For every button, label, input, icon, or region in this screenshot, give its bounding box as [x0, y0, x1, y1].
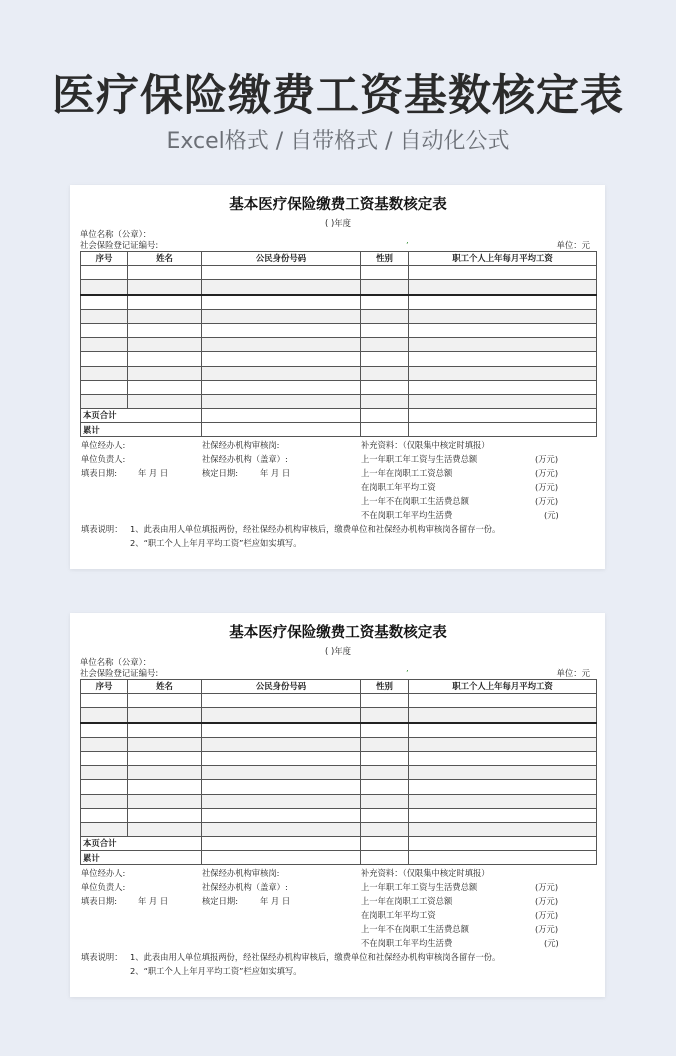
table-cell[interactable] — [409, 366, 597, 380]
cumulative-row — [81, 423, 597, 437]
table-cell[interactable] — [202, 723, 361, 738]
supp-label: 补充资料：（仅限集中核定时填报） — [361, 868, 490, 879]
fill-date-label: 填表日期: — [81, 896, 117, 907]
table-cell[interactable] — [409, 851, 597, 865]
table-cell[interactable] — [202, 309, 361, 323]
table-cell[interactable] — [81, 751, 128, 765]
table-cell[interactable] — [409, 309, 597, 323]
table-cell[interactable] — [361, 851, 409, 865]
table-row — [81, 352, 597, 366]
table-cell[interactable] — [81, 794, 128, 808]
form-title: 基本医疗保险缴费工资基数核定表 — [229, 197, 447, 213]
item3-label: 在岗职工年平均工资 — [361, 482, 436, 493]
table-cell[interactable] — [202, 808, 361, 822]
table-cell[interactable] — [128, 723, 202, 738]
item4-unit: (万元) — [535, 496, 559, 507]
table-cell[interactable] — [202, 266, 361, 280]
table-cell[interactable] — [361, 394, 409, 408]
table-cell[interactable] — [81, 394, 128, 408]
item5-label: 不在岗职工年平均生活费 — [361, 938, 453, 949]
table-header-row — [81, 252, 597, 266]
table-row — [81, 723, 597, 738]
item5-unit: (元) — [544, 510, 559, 521]
table-cell[interactable] — [409, 708, 597, 723]
table-cell[interactable] — [409, 295, 597, 310]
table-cell[interactable] — [128, 295, 202, 310]
table-cell[interactable] — [202, 323, 361, 337]
page-total-label: 本页合计 — [81, 409, 202, 423]
table-cell[interactable] — [81, 708, 128, 723]
fill-date-ymd: 年 月 日 — [138, 468, 169, 479]
col-header-id: 公民身份号码 — [202, 252, 361, 266]
operator-label: 单位经办人: — [81, 440, 126, 451]
table-cell[interactable] — [202, 394, 361, 408]
table-row — [81, 737, 597, 751]
reg-no-row — [80, 668, 596, 679]
table-cell[interactable] — [409, 280, 597, 295]
note-1: 1、此表由用人单位填报两份，经社保经办机构审核后，缴费单位和社保经办机构审核岗各留存一份。 — [130, 952, 501, 963]
form-footer — [80, 865, 596, 983]
table-cell[interactable] — [202, 280, 361, 295]
table-cell[interactable] — [361, 780, 409, 794]
unit-name-row — [80, 229, 596, 240]
table-cell[interactable] — [409, 423, 597, 437]
table-cell[interactable] — [81, 338, 128, 352]
table-cell[interactable] — [81, 295, 128, 310]
form-content — [80, 194, 596, 555]
approve-date-label: 核定日期: — [202, 468, 238, 479]
review-label: 社保经办机构审核岗: — [202, 440, 280, 451]
table-row — [81, 280, 597, 295]
note-2: 2、“职工个人上年月平均工资”栏应如实填写。 — [130, 966, 302, 977]
table-cell[interactable] — [81, 766, 128, 780]
table-cell[interactable] — [128, 822, 202, 836]
reg-no-row — [80, 240, 596, 251]
table-cell[interactable] — [409, 837, 597, 851]
note-2: 2、“职工个人上年月平均工资”栏应如实填写。 — [130, 538, 302, 549]
table-cell[interactable] — [81, 366, 128, 380]
table-cell[interactable] — [202, 380, 361, 394]
table-cell[interactable] — [409, 808, 597, 822]
table-cell[interactable] — [128, 380, 202, 394]
unit-label: 单位：元 — [556, 668, 590, 678]
table-cell[interactable] — [409, 323, 597, 337]
unit-name-row — [80, 657, 596, 668]
table-cell[interactable] — [361, 751, 409, 765]
table-cell[interactable] — [361, 380, 409, 394]
table-cell[interactable] — [128, 737, 202, 751]
form-sheet-1 — [70, 185, 605, 569]
item3-label: 在岗职工年平均工资 — [361, 910, 436, 921]
table-row — [81, 338, 597, 352]
table-cell[interactable] — [409, 352, 597, 366]
cell-marker-icon: ’ — [406, 669, 409, 678]
table-header-row — [81, 680, 597, 694]
col-header-salary: 职工个人上年每月平均工资 — [409, 680, 597, 694]
table-cell[interactable] — [361, 280, 409, 295]
col-header-name: 姓名 — [128, 252, 202, 266]
stamp-label: 社保经办机构（盖章）: — [202, 882, 288, 893]
table-cell[interactable] — [409, 822, 597, 836]
table-cell[interactable] — [81, 723, 128, 738]
approve-date-ymd: 年 月 日 — [260, 468, 291, 479]
table-row — [81, 694, 597, 708]
col-header-gender: 性别 — [361, 680, 409, 694]
page-total-row — [81, 409, 597, 423]
col-header-name: 姓名 — [128, 680, 202, 694]
table-cell[interactable] — [409, 338, 597, 352]
responsible-label: 单位负责人: — [81, 454, 126, 465]
table-row — [81, 295, 597, 310]
fill-date-ymd: 年 月 日 — [138, 896, 169, 907]
table-cell[interactable] — [81, 737, 128, 751]
cumulative-label: 累计 — [81, 423, 202, 437]
table-row — [81, 394, 597, 408]
table-cell[interactable] — [81, 780, 128, 794]
table-cell[interactable] — [202, 766, 361, 780]
item5-label: 不在岗职工年平均生活费 — [361, 510, 453, 521]
table-cell[interactable] — [81, 352, 128, 366]
table-cell[interactable] — [361, 266, 409, 280]
note-label: 填表说明： — [81, 524, 123, 535]
table-cell[interactable] — [202, 751, 361, 765]
table-cell[interactable] — [128, 808, 202, 822]
table-cell[interactable] — [361, 409, 409, 423]
table-cell[interactable] — [409, 737, 597, 751]
fill-date-label: 填表日期: — [81, 468, 117, 479]
table-cell[interactable] — [128, 394, 202, 408]
table-cell[interactable] — [361, 808, 409, 822]
table-cell[interactable] — [202, 409, 361, 423]
page-title: 医疗保险缴费工资基数核定表 — [52, 71, 624, 121]
item2-label: 上一年在岗职工工资总额 — [361, 896, 453, 907]
cumulative-row — [81, 851, 597, 865]
table-cell[interactable] — [361, 737, 409, 751]
year-line: ( )年度 — [325, 218, 351, 228]
table-cell[interactable] — [361, 352, 409, 366]
salary-table — [80, 251, 597, 437]
table-cell[interactable] — [128, 338, 202, 352]
table-row — [81, 794, 597, 808]
unit-name-label: 单位名称（公章）： — [80, 657, 152, 667]
item1-label: 上一年职工年工资与生活费总额 — [361, 882, 478, 893]
table-cell[interactable] — [361, 338, 409, 352]
table-cell[interactable] — [128, 694, 202, 708]
table-cell[interactable] — [128, 751, 202, 765]
table-cell[interactable] — [81, 380, 128, 394]
cumulative-label: 累计 — [81, 851, 202, 865]
table-cell[interactable] — [409, 380, 597, 394]
table-cell[interactable] — [128, 266, 202, 280]
table-cell[interactable] — [81, 822, 128, 836]
item3-unit: (万元) — [535, 910, 559, 921]
table-cell[interactable] — [202, 822, 361, 836]
table-row — [81, 708, 597, 723]
supp-label: 补充资料：（仅限集中核定时填报） — [361, 440, 490, 451]
table-cell[interactable] — [409, 394, 597, 408]
item3-unit: (万元) — [535, 482, 559, 493]
table-row — [81, 380, 597, 394]
table-cell[interactable] — [202, 794, 361, 808]
unit-name-label: 单位名称（公章）： — [80, 229, 152, 239]
table-cell[interactable] — [202, 780, 361, 794]
table-cell[interactable] — [409, 723, 597, 738]
item1-unit: (万元) — [535, 882, 559, 893]
table-cell[interactable] — [81, 266, 128, 280]
table-cell[interactable] — [202, 338, 361, 352]
table-cell[interactable] — [409, 694, 597, 708]
table-cell[interactable] — [128, 366, 202, 380]
col-header-id: 公民身份号码 — [202, 680, 361, 694]
table-cell[interactable] — [409, 794, 597, 808]
table-cell[interactable] — [409, 766, 597, 780]
form-sheet-2 — [70, 613, 605, 997]
table-row — [81, 751, 597, 765]
table-row — [81, 266, 597, 280]
item1-label: 上一年职工年工资与生活费总额 — [361, 454, 478, 465]
table-row — [81, 808, 597, 822]
table-cell[interactable] — [361, 723, 409, 738]
table-row — [81, 780, 597, 794]
table-cell[interactable] — [128, 766, 202, 780]
table-cell[interactable] — [81, 808, 128, 822]
table-cell[interactable] — [202, 295, 361, 310]
table-cell[interactable] — [128, 309, 202, 323]
year-line: ( )年度 — [325, 646, 351, 656]
table-row — [81, 766, 597, 780]
col-header-no: 序号 — [81, 252, 128, 266]
item4-label: 上一年不在岗职工生活费总额 — [361, 924, 469, 935]
col-header-no: 序号 — [81, 680, 128, 694]
table-cell[interactable] — [202, 737, 361, 751]
table-cell[interactable] — [202, 694, 361, 708]
table-cell[interactable] — [361, 423, 409, 437]
item1-unit: (万元) — [535, 454, 559, 465]
col-header-salary: 职工个人上年每月平均工资 — [409, 252, 597, 266]
item2-unit: (万元) — [535, 468, 559, 479]
table-cell[interactable] — [361, 295, 409, 310]
table-cell[interactable] — [361, 708, 409, 723]
note-label: 填表说明： — [81, 952, 123, 963]
table-cell[interactable] — [128, 323, 202, 337]
table-cell[interactable] — [128, 794, 202, 808]
form-footer — [80, 437, 596, 555]
table-row — [81, 323, 597, 337]
table-row — [81, 309, 597, 323]
review-label: 社保经办机构审核岗: — [202, 868, 280, 879]
table-cell[interactable] — [202, 851, 361, 865]
table-cell[interactable] — [81, 309, 128, 323]
salary-table — [80, 679, 597, 865]
approve-date-label: 核定日期: — [202, 896, 238, 907]
note-1: 1、此表由用人单位填报两份，经社保经办机构审核后，缴费单位和社保经办机构审核岗各留存一份。 — [130, 524, 501, 535]
page-subtitle: Excel格式 / 自带格式 / 自动化公式 — [166, 129, 510, 154]
unit-label: 单位：元 — [556, 240, 590, 250]
table-cell[interactable] — [361, 837, 409, 851]
form-content — [80, 622, 596, 983]
table-cell[interactable] — [361, 323, 409, 337]
form-title: 基本医疗保险缴费工资基数核定表 — [229, 625, 447, 641]
table-cell[interactable] — [361, 366, 409, 380]
table-cell[interactable] — [409, 751, 597, 765]
table-cell[interactable] — [81, 323, 128, 337]
table-cell[interactable] — [409, 409, 597, 423]
item4-label: 上一年不在岗职工生活费总额 — [361, 496, 469, 507]
table-cell[interactable] — [81, 280, 128, 295]
table-cell[interactable] — [202, 423, 361, 437]
table-cell[interactable] — [361, 694, 409, 708]
reg-no-label: 社会保险登记证编号: — [80, 668, 159, 678]
page-total-row — [81, 837, 597, 851]
table-cell[interactable] — [81, 694, 128, 708]
table-cell[interactable] — [361, 822, 409, 836]
page-total-label: 本页合计 — [81, 837, 202, 851]
table-cell[interactable] — [128, 780, 202, 794]
table-row — [81, 366, 597, 380]
item5-unit: (元) — [544, 938, 559, 949]
table-cell[interactable] — [202, 708, 361, 723]
table-cell[interactable] — [128, 708, 202, 723]
col-header-gender: 性别 — [361, 252, 409, 266]
item2-unit: (万元) — [535, 896, 559, 907]
table-cell[interactable] — [409, 780, 597, 794]
stamp-label: 社保经办机构（盖章）: — [202, 454, 288, 465]
table-row — [81, 822, 597, 836]
table-cell[interactable] — [361, 766, 409, 780]
table-cell[interactable] — [202, 837, 361, 851]
responsible-label: 单位负责人: — [81, 882, 126, 893]
item2-label: 上一年在岗职工工资总额 — [361, 468, 453, 479]
cell-marker-icon: ’ — [406, 241, 409, 250]
item4-unit: (万元) — [535, 924, 559, 935]
table-cell[interactable] — [202, 352, 361, 366]
table-cell[interactable] — [202, 366, 361, 380]
table-cell[interactable] — [361, 309, 409, 323]
reg-no-label: 社会保险登记证编号: — [80, 240, 159, 250]
approve-date-ymd: 年 月 日 — [260, 896, 291, 907]
table-cell[interactable] — [128, 280, 202, 295]
table-cell[interactable] — [361, 794, 409, 808]
table-cell[interactable] — [409, 266, 597, 280]
operator-label: 单位经办人: — [81, 868, 126, 879]
table-cell[interactable] — [128, 352, 202, 366]
